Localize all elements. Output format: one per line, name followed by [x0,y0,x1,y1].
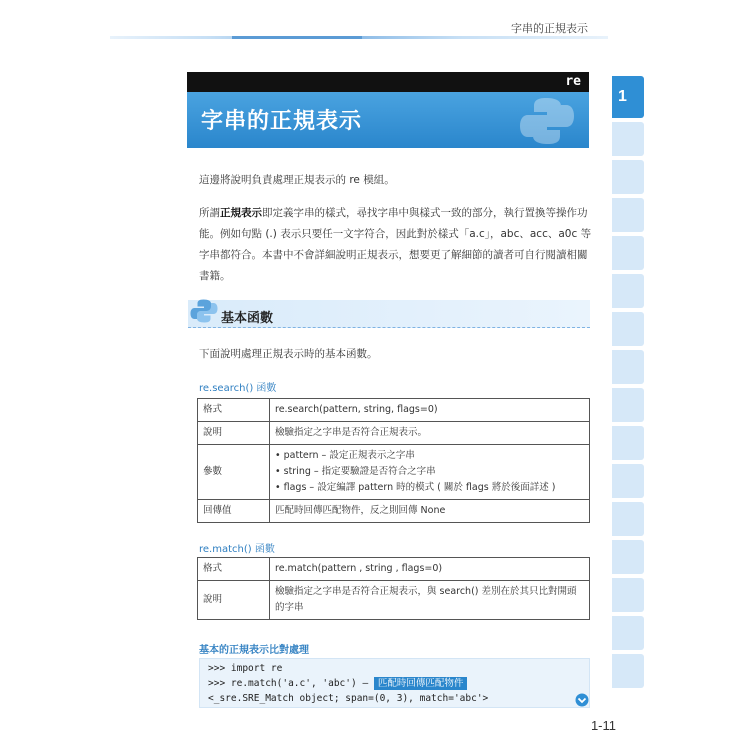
section-header [188,300,590,328]
page-number: 1-11 [590,718,616,733]
running-head: 字串的正規表示 [511,22,588,35]
chapter-tab[interactable] [612,502,644,536]
chapter-tab[interactable] [612,198,644,232]
chapter-tabs [612,76,644,692]
row-value [270,445,590,500]
chapter-tab[interactable] [612,464,644,498]
table-row [198,558,590,581]
section-title: 基本函數 [221,311,274,326]
chevron-down-icon[interactable] [575,693,589,707]
chapter-tab[interactable] [612,578,644,612]
code-caption: 基本的正規表示比對處理 [199,645,309,656]
code-line: >>> re.match('a.c', 'abc') — 匹配時回傳匹配物件 [208,676,581,691]
row-key: 格式 [198,558,270,581]
para-rest: 即定義字串的樣式，尋找字串中與樣式一致的部分，執行置換等操作功能。例如句點 (.) 表示只要任一文字符合，因此對於樣式「a.c」，abc、acc、a0c 等字串都符合。本書中不會詳細說明正規表示，想要更了解細節的讀者可自行閱讀相關書籍。 [199,207,592,282]
chapter-tab[interactable] [612,350,644,384]
chapter-tab-active[interactable]: 1 [612,76,644,118]
chapter-tab[interactable] [612,236,644,270]
search-function-table [197,398,590,523]
regex-explanation-paragraph [199,203,592,287]
page-title: 字串的正規表示 [201,109,363,134]
table-row [198,581,590,620]
chapter-tab[interactable] [612,616,644,650]
code-block [199,658,590,708]
row-value: 檢驗指定之字串是否符合正規表示。 [270,422,590,445]
section-intro: 下面說明處理正規表示時的基本函數。 [199,348,378,360]
chapter-tab[interactable] [612,274,644,308]
chapter-tab[interactable] [612,540,644,574]
search-function-label: re.search() 函數 [199,383,277,394]
code-text: >>> re.match('a.c', 'abc') [208,678,357,689]
row-key: 參數 [198,445,270,500]
chapter-tab[interactable] [612,160,644,194]
para-lead: 所謂 [199,207,220,219]
table-row [198,445,590,500]
chapter-tab[interactable] [612,312,644,346]
chapter-tab[interactable] [612,654,644,688]
table-row [198,500,590,523]
chapter-tab[interactable] [612,388,644,422]
param-item: • flags – 設定編譯 pattern 時的模式 ( 關於 flags 將於後面詳述 ) [275,482,556,493]
row-key: 回傳值 [198,500,270,523]
code-annotation: 匹配時回傳匹配物件 [374,677,468,690]
row-value: 檢驗指定之字串是否符合正規表示，與 search() 差別在於其只比對開頭的字串 [270,581,590,620]
code-line: <_sre.SRE_Match object; span=(0, 3), match='abc'> [208,693,489,704]
row-key: 格式 [198,399,270,422]
python-logo-icon [519,96,575,146]
row-value: re.match(pattern , string , flags=0) [270,558,590,581]
header-rule-highlight [232,36,362,39]
intro-paragraph: 這邊將說明負責處理正規表示的 re 模組。 [199,174,395,186]
table-row [198,399,590,422]
table-row [198,422,590,445]
chapter-tab[interactable] [612,426,644,460]
row-key: 說明 [198,422,270,445]
match-function-table [197,557,590,620]
code-line: >>> import re [208,663,283,674]
param-item: • string – 指定要驗證是否符合之字串 [275,466,436,477]
bold-term: 正規表示 [220,207,262,219]
module-bar [187,72,589,92]
param-item: • pattern – 設定正規表示之字串 [275,450,415,461]
row-key: 說明 [198,581,270,620]
chapter-tab[interactable] [612,122,644,156]
title-banner [187,92,589,148]
match-function-label: re.match() 函數 [199,544,275,555]
row-value: 匹配時回傳匹配物件，反之則回傳 None [270,500,590,523]
row-value: re.search(pattern, string, flags=0) [270,399,590,422]
python-logo-icon [190,298,218,324]
module-name: re [565,74,581,89]
